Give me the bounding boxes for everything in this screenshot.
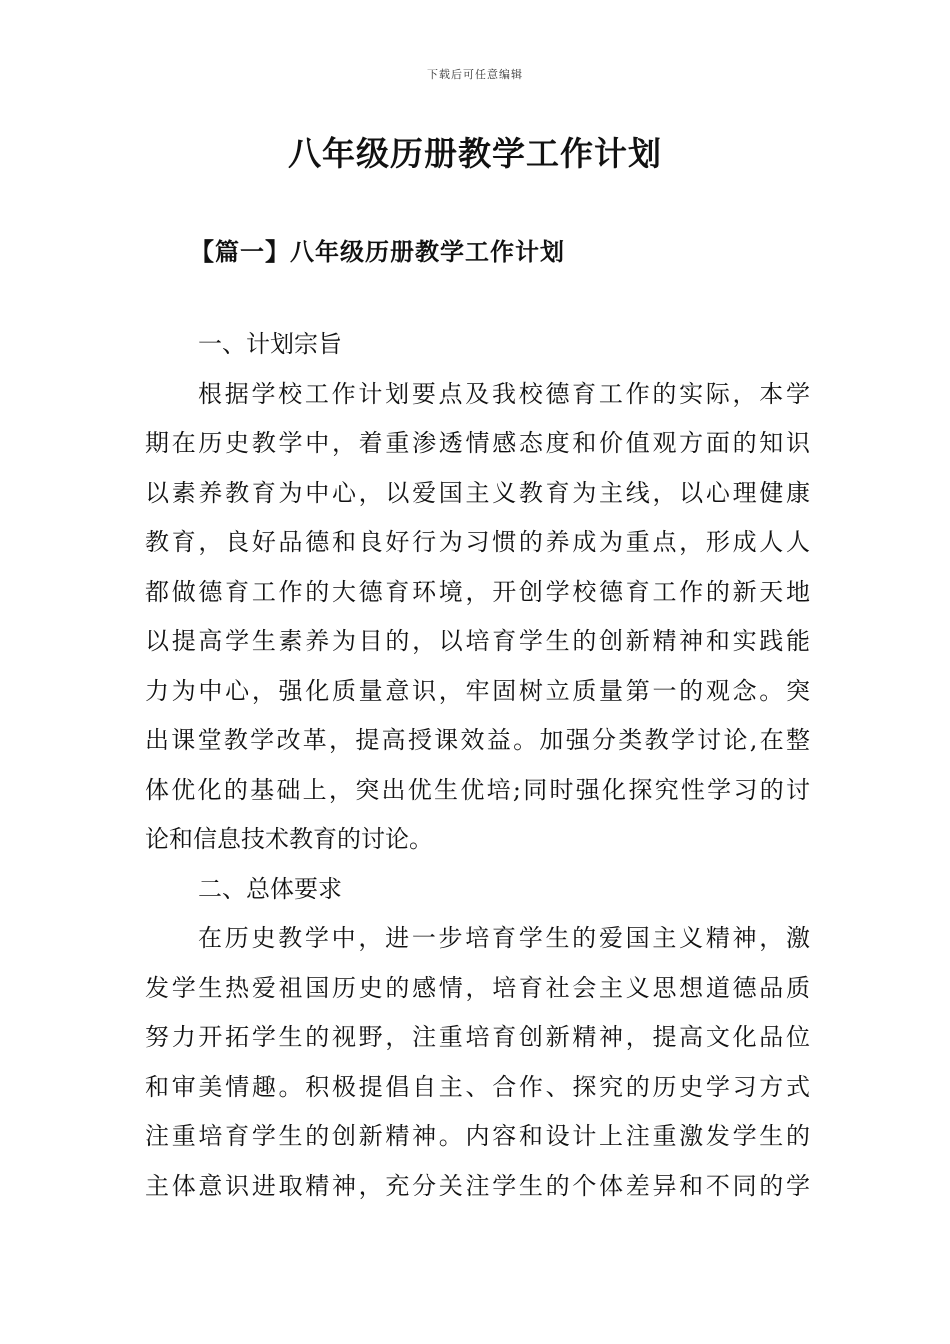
- paragraph-line: 体优化的基础上，突出优生优培;同时强化探究性学习的讨: [145, 775, 810, 804]
- header-note: 下载后可任意编辑: [427, 68, 523, 81]
- heading-general-requirements: 二、总体要求: [198, 874, 342, 903]
- paragraph-line: 期在历史教学中，着重渗透情感态度和价值观方面的知识: [145, 429, 810, 457]
- paragraph-line: 论和信息技术教育的讨论。: [145, 825, 433, 853]
- paragraph-line: 主体意识进取精神，充分关注学生的个体差异和不同的学: [145, 1171, 810, 1200]
- document-title: 八年级历册教学工作计划: [288, 134, 662, 173]
- paragraph-line: 在历史教学中，进一步培育学生的爱国主义精神，激: [198, 924, 810, 952]
- paragraph-line: 根据学校工作计划要点及我校德育工作的实际，本学: [198, 379, 810, 408]
- paragraph-line: 注重培育学生的创新精神。内容和设计上注重激发学生的: [145, 1122, 810, 1150]
- paragraph-line: 教育，良好品德和良好行为习惯的养成为重点，形成人人: [145, 528, 810, 556]
- paragraph-line: 以素养教育为中心，以爱国主义教育为主线，以心理健康: [145, 478, 810, 507]
- paragraph-line: 都做德育工作的大德育环境，开创学校德育工作的新天地: [145, 577, 810, 606]
- paragraph-line: 发学生热爱祖国历史的感情，培育社会主义思想道德品质: [145, 973, 810, 1002]
- paragraph-line: 出课堂教学改革，提高授课效益。加强分类教学讨论,在整: [145, 726, 810, 754]
- body-text: [145, 320, 810, 1211]
- heading-plan-purpose: 一、计划宗旨: [198, 330, 342, 358]
- paragraph-line: 以提高学生素养为目的，以培育学生的创新精神和实践能: [145, 627, 810, 655]
- paragraph-line: 努力开拓学生的视野，注重培育创新精神，提高文化品位: [145, 1023, 810, 1051]
- paragraph-line: 和审美情趣。积极提倡自主、合作、探究的历史学习方式: [145, 1072, 810, 1101]
- section-title: 【篇一】八年级历册教学工作计划: [190, 237, 565, 266]
- paragraph-line: 力为中心，强化质量意识，牢固树立质量第一的观念。突: [145, 676, 810, 705]
